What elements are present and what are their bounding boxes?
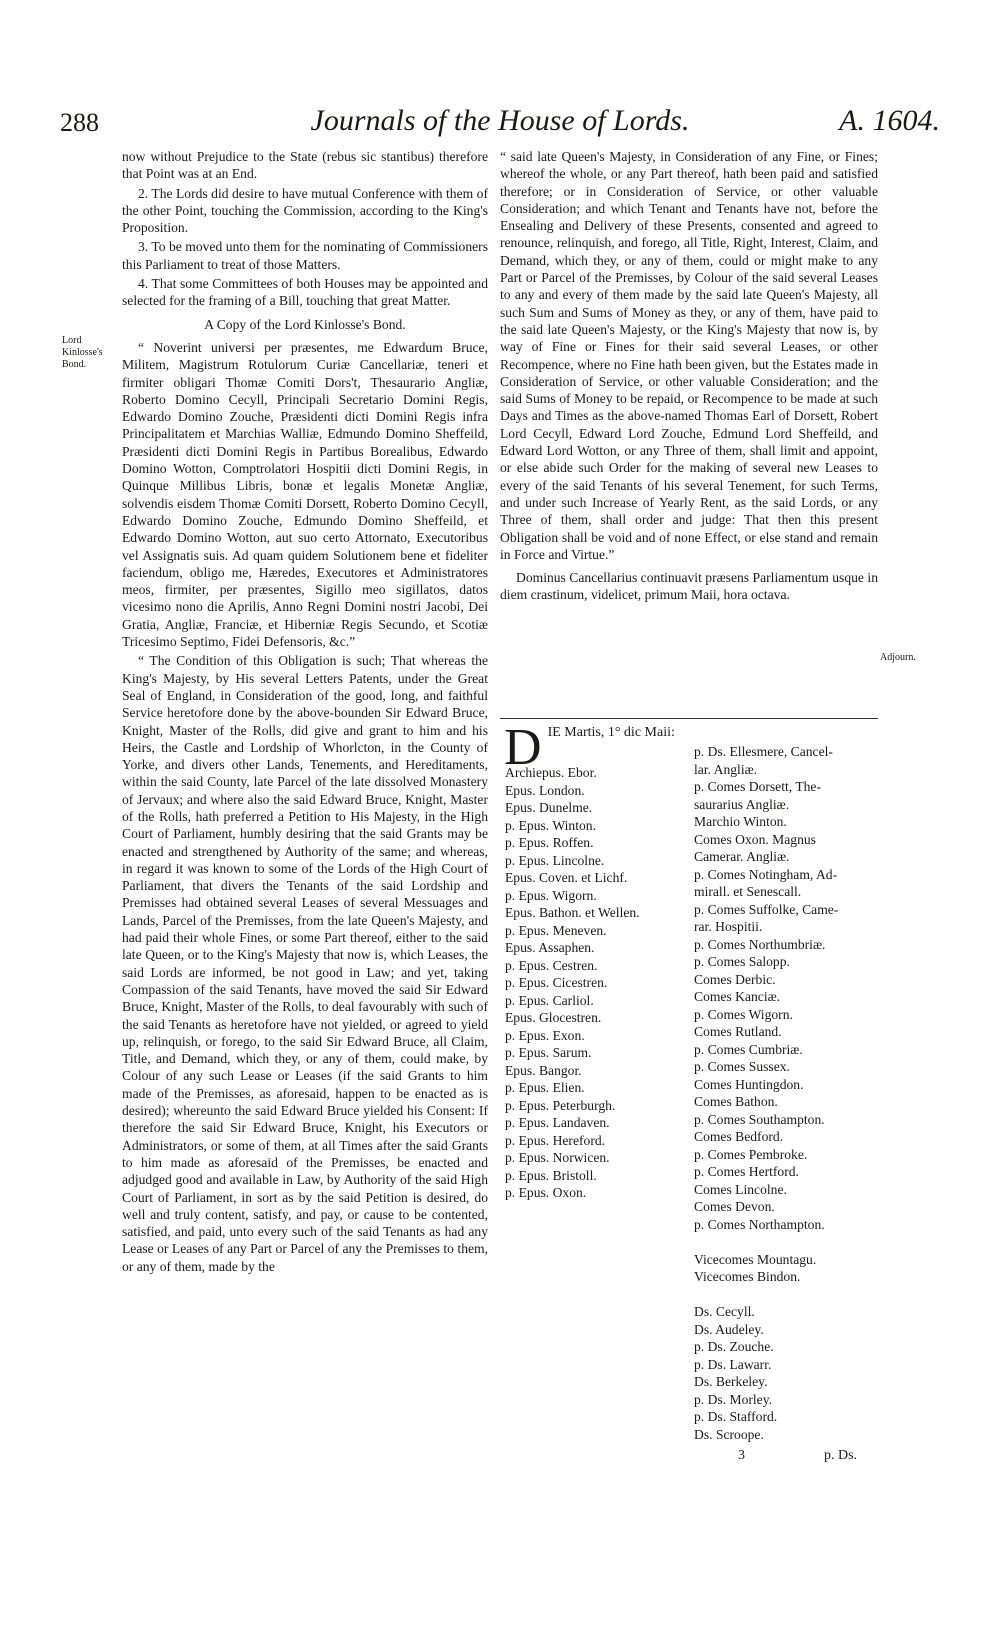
bond-text: “ Noverint universi per præsentes, me Edwardum Bruce, Militem, Magistrum Rotulorum Curiæ Cancellariæ, teneri et firmiter obligari Thomæ Comiti Dors't, Thesaurario Angliæ, Roberto Domino Cecyll, Principali Secretario Domini Regis, Edwardo Domino Zouche, Præsidenti dicti Domini Regis infra Principalitatem et Marchias Walliæ, Edmundo Domino Sheffeild, Præsidenti dicti Domini Regis in Partibus Borealibus, Edwardo Domino Wotton, Comptrolatori Hospitii dicti Domini Regis, in Quinque Millibus Libris, bonæ et legalis Monetæ Angliæ, solvendis eisdem Thomæ Comiti Dorsett, Roberto Domino Cecyll, Edwardo Domino Zouche, Edmundo Domino Sheffeild, et Edwardo Domino Wotton, aut suo certo Attornato, Executoribus vel Assignatis suis. Ad quam quidem Solutionem bene et fideliter faciendum, obligo me, Hæredes, Executores et Administratores meos, firmiter, per præsentes, Sigillo meo sigillatos, datos vicesimo nono die Aprilis, Anno Regni Domini nostri Jacobi, Dei Gratia, Angliæ, Franciæ, et Hiberniæ Regis Secundo, et Scotiæ Tricesimo Septimo, Fidei Defensoris, &c.”: [122, 339, 488, 650]
day-heading-text: IE Martis, 1° dic Maii:: [547, 725, 675, 740]
attendance-entry: Ds. Berkeley.: [694, 1374, 768, 1389]
margin-note-bond: Lord Kinlosse's Bond.: [62, 335, 103, 370]
margin-note-adjourn: Adjourn.: [880, 652, 916, 663]
running-title: Journals of the House of Lords.: [310, 104, 690, 137]
attendance-entry: p. Ds. Zouche.: [694, 1339, 774, 1354]
right-column: [500, 148, 878, 606]
attendance-entry: p. Epus. Cestren.: [505, 957, 598, 973]
attendance-entry: p. Epus. Elien.: [505, 1080, 585, 1095]
attendance-entry: p. Comes Sussex.: [694, 1059, 790, 1074]
attendance-entry: p. Epus. Carliol.: [505, 992, 594, 1008]
adjournment-text: Dominus Cancellarius continuavit præsens Parliamentum usque in diem crastinum, videlicet, primum Maii, hora octava.: [500, 570, 878, 603]
bond-heading: A Copy of the Lord Kinlosse's Bond.: [204, 316, 406, 332]
attendance-entry: p. Epus. Norwicen.: [505, 1150, 610, 1165]
attendance-entry: Epus. Bangor.: [505, 1062, 582, 1078]
attendance-entry: Epus. Glocestren.: [505, 1010, 602, 1025]
attendance-entry: p. Epus. Landaven.: [505, 1115, 610, 1130]
attendance-entry: Marchio Winton.: [694, 814, 787, 829]
attendance-entry: Comes Huntingdon.: [694, 1076, 804, 1092]
attendance-entry: p. Comes Southampton.: [694, 1111, 825, 1127]
attendance-entry: Epus. Coven. et Lichf.: [505, 870, 628, 885]
attendance-entry: p. Comes Suffolke, Came-: [694, 901, 839, 917]
attendance-entry: p. Comes Northumbriæ.: [694, 936, 826, 952]
attendance-entry: Archiepus. Ebor.: [505, 765, 597, 780]
drop-cap: D: [504, 719, 542, 776]
attendance-entry: Epus. Assaphen.: [505, 940, 595, 955]
attendance-entry: Comes Devon.: [694, 1199, 775, 1214]
attendance-entry: p. Epus. Roffen.: [505, 835, 594, 850]
attendance-entry: Epus. Bathon. et Wellen.: [505, 905, 640, 920]
attendance-entry: Vicecomes Mountagu.: [694, 1251, 817, 1267]
attendance-entry: p. Comes Northampton.: [694, 1216, 825, 1232]
attendance-entry: mirall. et Senescall.: [694, 884, 802, 899]
attendance-entry: p. Comes Pembroke.: [694, 1146, 808, 1162]
attendance-entry: p. Comes Wigorn.: [694, 1006, 793, 1022]
attendance-entry: Comes Bathon.: [694, 1094, 778, 1109]
attendance-entry: saurarius Angliæ.: [694, 796, 790, 812]
attendance-entry: p. Epus. Sarum.: [505, 1045, 592, 1060]
page-number: 288: [60, 108, 99, 137]
paragraph: 2. The Lords did desire to have mutual Conference with them of the other Point, touching the Commission, according to the King's Proposition.: [122, 185, 488, 236]
catchword: p. Ds.: [824, 1448, 858, 1463]
attendance-entry: p. Comes Notingham, Ad-: [694, 866, 838, 882]
section-divider: [500, 718, 878, 719]
attendance-entry: p. Comes Salopp.: [694, 954, 790, 969]
attendance-entry: p. Epus. Oxon.: [505, 1185, 587, 1200]
attendance-entry: Comes Bedford.: [694, 1129, 784, 1144]
attendance-entry: Comes Oxon. Magnus: [694, 831, 816, 847]
attendance-entry: Comes Lincolne.: [694, 1181, 787, 1197]
attendance-entry: p. Comes Hertford.: [694, 1164, 799, 1179]
attendance-entry: p. Ds. Lawarr.: [694, 1356, 772, 1372]
attendance-entry: Epus. London.: [505, 782, 585, 798]
attendance-entry: Comes Kanciæ.: [694, 989, 781, 1004]
attendance-entry: Vicecomes Bindon.: [694, 1269, 801, 1284]
attendance-entry: lar. Angliæ.: [694, 761, 758, 777]
paragraph: 4. That some Committees of both Houses may be appointed and selected for the framing of a Bill, touching that great Matter.: [122, 276, 488, 309]
attendance-entry: p. Epus. Bristoll.: [505, 1167, 597, 1183]
attendance-entry: Ds. Scroope.: [694, 1426, 764, 1442]
year-label: A. 1604.: [839, 104, 940, 137]
attendance-entry: rar. Hospitii.: [694, 919, 763, 934]
attendance-entry: p. Epus. Lincolne.: [505, 852, 605, 868]
attendance-entry: p. Comes Cumbriæ.: [694, 1041, 803, 1057]
attendance-entry: Ds. Audeley.: [694, 1321, 764, 1337]
attendance-entry: p. Epus. Hereford.: [505, 1132, 606, 1148]
bishops-list: [505, 764, 640, 1202]
attendance-entry: p. Ds. Morley.: [694, 1391, 773, 1407]
attendance-entry: [694, 1286, 838, 1304]
attendance-entry: Comes Rutland.: [694, 1024, 782, 1039]
signature-mark: 3: [738, 1448, 745, 1463]
page-header: [60, 104, 940, 144]
attendance-entry: p. Ds. Ellesmere, Cancel-: [694, 744, 833, 759]
paragraph: 3. To be moved unto them for the nominating of Commissioners this Parliament to treat of those Matters.: [122, 239, 488, 272]
attendance-entry: p. Epus. Cicestren.: [505, 975, 608, 990]
attendance-entry: Epus. Dunelme.: [505, 800, 593, 815]
attendance-entry: p. Epus. Peterburgh.: [505, 1097, 616, 1113]
attendance-entry: Comes Derbic.: [694, 971, 776, 987]
condition-text: “ The Condition of this Obligation is such; That whereas the King's Majesty, by His several Letters Patents, under the Great Seal of England, in Consideration of the good, long, and faithful Service heretofore done by the above-bounden Sir Edward Bruce, Knight, Master of the Rolls, did give and grant to him and his Heirs, the Castle and Lordship of Whorlcton, in the County of Yorke, and divers other Lands, Tenements, and Hereditaments, within the said County, late Parcel of the late dissolved Monastery of Jervaux; and where also the said Edward Bruce, Knight, Master of the Rolls, hath preferred a Petition to His Majesty, in the High Court of Parliament, humbly desiring that the said Grants may be enacted and strengthened by Authority of the same; and whereas, in regard it was known to some of the Lords of the High Court of Parliament, that divers the Tenants of the said Lordship and Premisses had obtained several Leases of several Messuages and Lands, Parcel of the Premisses, from the late Queen's Majesty, and had paid their whole Fines, or some Part thereof, either to the said late Queen, or to the King's Majesty that now is, which Leases, the said Lords are informed, be not good in Law; and yet, taking Compassion of the said Tenants, have moved the said Sir Edward Bruce, Knight, Master of the Rolls, to deal favourably with such of the said Tenants as heretofore have not yielded, or agreed to yield up, relinquish, or forego, to the said Sir Edward Bruce, all Claim, Title, and Demand, which they, or any of them, could make, by Colour of any such Lease or Leases (if the said Grants to him made of the Premisses, as aforesaid, happen to be enacted as is desired); whereunto the said Edward Bruce yielded his Consent: If therefore the said Sir Edward Bruce, Knight, his Executors or Administrators, or some of them, at all Times after the said Grants to him made as aforesaid of the Premisses, be enacted and adjudged good and available in Law, by Authority of the said High Court of Parliament, in sort as by the said Petition is desired, do well and truly content, satisfy, and pay, or cause to be contented, satisfied, and paid, unto every such of the said Tenants as had any Lease or Leases of any Part or Parcel of any the Premisses to them, or any of them, made by the: [122, 653, 488, 1274]
attendance-entry: Camerar. Angliæ.: [694, 849, 790, 864]
lords-list: [694, 743, 838, 1443]
attendance-entry: [694, 1233, 838, 1251]
attendance-entry: p. Ds. Stafford.: [694, 1409, 778, 1424]
attendance-entry: Ds. Cecyll.: [694, 1304, 755, 1319]
attendance-entry: p. Epus. Wigorn.: [505, 887, 597, 903]
attendance-entry: p. Epus. Exon.: [505, 1027, 585, 1043]
attendance-entry: p. Comes Dorsett, The-: [694, 779, 821, 794]
paragraph: now without Prejudice to the State (rebus sic stantibus) therefore that Point was at an End.: [122, 149, 488, 182]
attendance-entry: p. Epus. Meneven.: [505, 922, 607, 938]
attendance-entry: p. Epus. Winton.: [505, 817, 596, 833]
left-column: [122, 148, 488, 1277]
condition-continuation: “ said late Queen's Majesty, in Consideration of any Fine, or Fines; whereof the whole, or any Part thereof, hath been paid and satisfied therefore; or in Consideration of Service, or other valuable Consideration; and which Tenant and Tenants have not, before the Ensealing and Delivery of these Presents, consented and agreed to renounce, relinquish, and forego, all Title, Right, Interest, Claim, and Demand, which they, or any of them, could or might make to any Part or Parcel of the Premisses, by Colour of the said several Leases to any and every of them made by the said late Queen's Majesty, all such Sum and Sums of Money as they, or any of them, have paid to the said late Queen's Majesty, or the King's Majesty that now is, by way of Fine or Fines for their said several Leases, or other Recompence, where no Fine hath been given, but the Estates made in Consideration of Service, or other valuable Consideration; and the said Sums of Money to be repaid, or Recompence to be made at such Days and Times as the above-named Thomas Earl of Dorsett, Robert Lord Cecyll, Edward Lord Zouche, Edmund Lord Sheffeild, and Edward Lord Wotton, or any Three of them, shall limit and appoint, or else abide such Order for the making of several new Leases to every of the said Tenants of his several Tenement, for such Terms, and under such Increase of Yearly Rent, as the said Lords, or any Three of them, shall order and judge: That then this present Obligation shall be void and of none Effect, or else stand and remain in Force and Virtue.”: [500, 149, 878, 562]
